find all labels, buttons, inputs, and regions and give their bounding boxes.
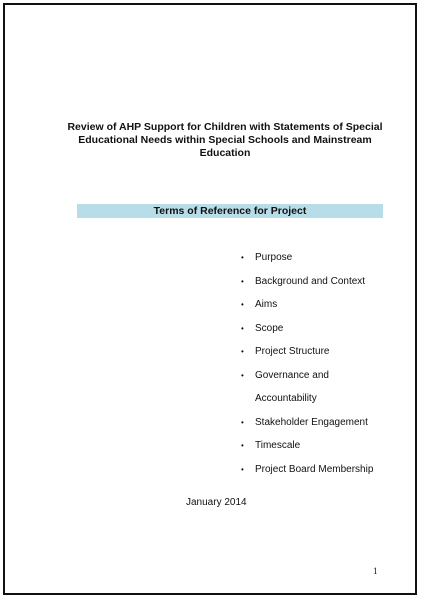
bullet-icon: • <box>241 276 244 286</box>
list-item-label: Scope <box>255 322 284 334</box>
list-item <box>241 298 411 322</box>
list-item <box>241 439 411 463</box>
bullet-icon: • <box>241 347 244 356</box>
list-item-label: Background and Context <box>255 275 366 287</box>
list-item <box>241 322 411 346</box>
document-title-line-2: Educational Needs within Special Schools and Mainstream <box>78 134 372 146</box>
bullet-icon: • <box>241 464 244 474</box>
terms-of-reference-list <box>241 251 411 486</box>
terms-heading: Terms of Reference for Project <box>153 205 307 217</box>
list-item <box>241 369 411 393</box>
document-title <box>25 121 424 160</box>
document-title-line-1: Review of AHP Support for Children with Statements of Special <box>67 121 383 133</box>
list-item <box>241 345 411 369</box>
page-number: 1 <box>373 566 378 576</box>
document-page <box>3 3 417 595</box>
list-item <box>241 275 411 299</box>
list-item-label: Purpose <box>255 252 293 263</box>
list-item-continuation <box>241 392 411 416</box>
bullet-icon: • <box>241 253 244 262</box>
list-item-label: Aims <box>255 299 278 310</box>
list-item-label: Accountability <box>255 393 317 404</box>
list-item <box>241 416 411 440</box>
bullet-icon: • <box>241 441 244 450</box>
bullet-icon: • <box>241 370 244 380</box>
document-title-line-3: Education <box>199 147 251 159</box>
document-date: January 2014 <box>186 497 247 508</box>
bullet-icon: • <box>241 417 244 427</box>
list-item-label: Project Structure <box>255 346 330 357</box>
list-item <box>241 251 411 275</box>
list-item-label: Stakeholder Engagement <box>255 416 368 428</box>
list-item <box>241 463 411 487</box>
list-item-label: Project Board Membership <box>255 463 374 475</box>
list-item-label: Timescale <box>255 440 301 451</box>
list-item-label: Governance and <box>255 369 329 381</box>
bullet-icon: • <box>241 300 244 309</box>
bullet-icon: • <box>241 323 244 333</box>
